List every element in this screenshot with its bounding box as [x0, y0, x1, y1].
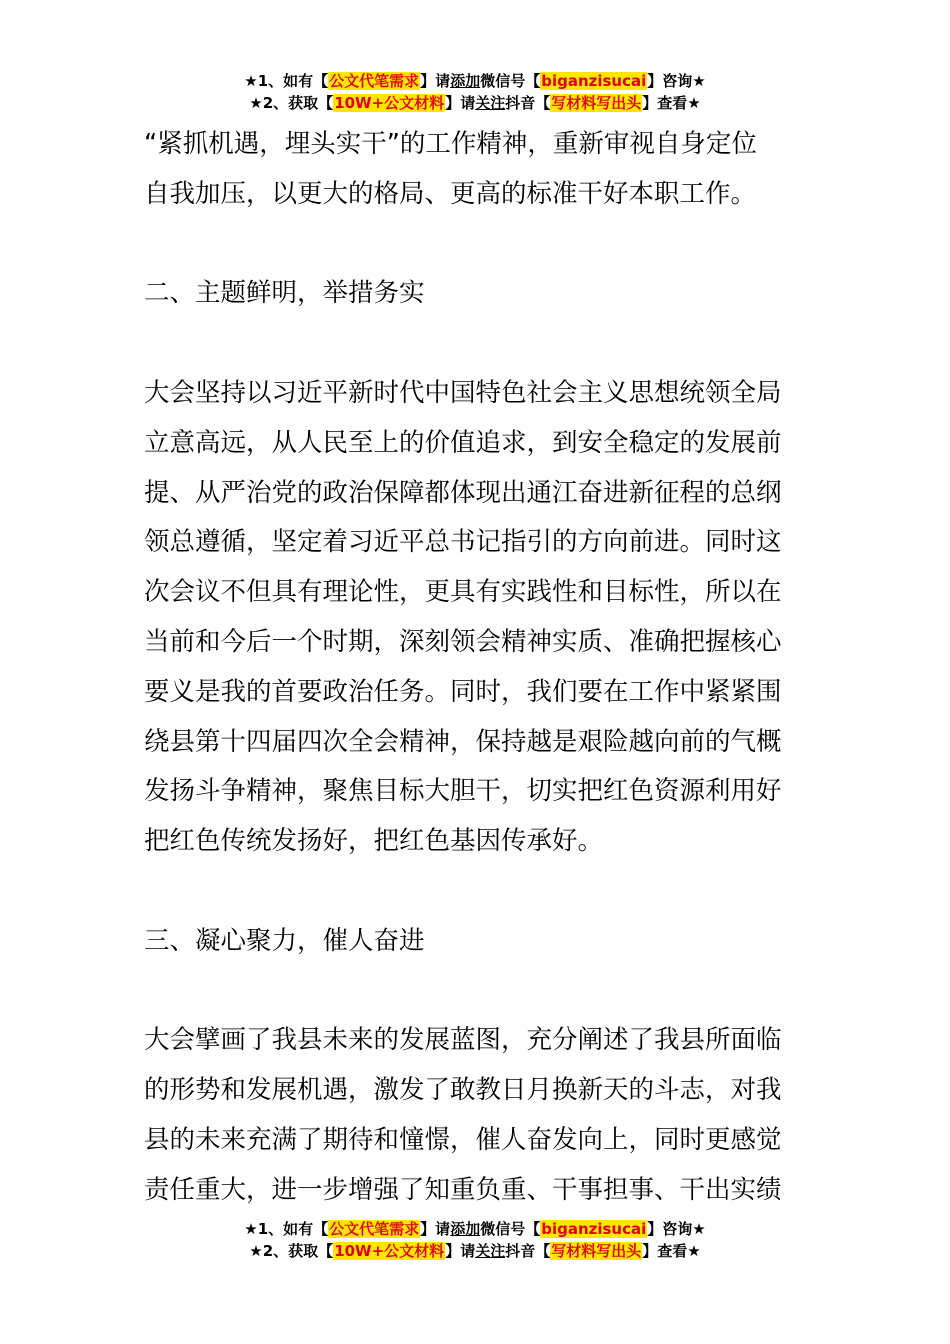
banner-highlight: 10W+公文材料	[334, 1242, 445, 1260]
banner-highlight: 10W+公文材料	[334, 94, 445, 112]
banner-text: 】查看★	[642, 94, 701, 112]
body-line: 自我加压，以更大的格局、更高的标准干好本职工作。	[144, 178, 757, 209]
body-line: 大会坚持以习近平新时代中国特色社会主义思想统领全局	[144, 377, 782, 408]
banner-text: 微信号【	[480, 1220, 541, 1238]
body-line: 次会议不但具有理论性，更具有实践性和目标性，所以在	[144, 577, 782, 608]
banner-emphasis: 关注	[475, 1242, 506, 1260]
banner-douyin-id: 写材料写出头	[551, 1242, 642, 1260]
banner-highlight: 公文代笔需求	[329, 72, 420, 90]
banner-text: 】请	[445, 1242, 476, 1260]
banner-text: 】请	[420, 72, 451, 90]
body-line: 把红色传统发扬好，把红色基因传承好。	[144, 826, 604, 857]
body-line: 领总遵循，坚定着习近平总书记指引的方向前进。同时这	[144, 527, 782, 558]
body-line: “紧抓机遇，埋头实干”的工作精神，重新审视自身定位	[144, 129, 757, 159]
body-line: 当前和今后一个时期，深刻领会精神实质、准确把握核心	[144, 626, 782, 657]
body-line: 立意高远，从人民至上的价值追求，到安全稳定的发展前	[144, 427, 782, 458]
banner-line-2	[0, 1240, 950, 1262]
banner-text: ★2、获取【	[249, 1242, 334, 1260]
paragraph-gap	[144, 220, 814, 270]
banner-wechat-id: biganzisucai	[541, 1220, 647, 1238]
banner-emphasis: 添加	[450, 72, 481, 90]
banner-text: 抖音【	[505, 94, 551, 112]
paragraph-gap	[144, 967, 814, 1017]
body-line: 大会擘画了我县未来的发展蓝图，充分阐述了我县所面临	[144, 1025, 782, 1056]
paragraph-gap	[144, 867, 814, 917]
header-banner	[0, 70, 950, 114]
banner-text: 】请	[420, 1220, 451, 1238]
section-heading-2: 二、主题鲜明，举措务实	[144, 278, 425, 309]
banner-text: 】咨询★	[647, 72, 706, 90]
banner-text: 】咨询★	[647, 1220, 706, 1238]
body-line: 发扬斗争精神，聚焦目标大胆干，切实把红色资源利用好	[144, 776, 782, 807]
body-line: 县的未来充满了期待和憧憬，催人奋发向上，同时更感觉	[144, 1124, 782, 1155]
banner-text: ★2、获取【	[249, 94, 334, 112]
document-body	[144, 120, 814, 1216]
banner-line-1	[0, 1218, 950, 1240]
banner-text: ★1、如有【	[244, 1220, 329, 1238]
banner-text: 微信号【	[480, 72, 541, 90]
banner-text: 】查看★	[642, 1242, 701, 1260]
body-line: 的形势和发展机遇，激发了敢教日月换新天的斗志，对我	[144, 1075, 782, 1106]
section-heading-3: 三、凝心聚力，催人奋进	[144, 925, 425, 956]
banner-highlight: 公文代笔需求	[329, 1220, 420, 1238]
banner-douyin-id: 写材料写出头	[551, 94, 642, 112]
banner-emphasis: 添加	[450, 1220, 481, 1238]
banner-text: ★1、如有【	[244, 72, 329, 90]
footer-banner	[0, 1218, 950, 1262]
banner-text: 抖音【	[505, 1242, 551, 1260]
banner-wechat-id: biganzisucai	[541, 72, 647, 90]
body-line: 绕县第十四届四次全会精神，保持越是艰险越向前的气概	[144, 726, 782, 757]
body-line: 责任重大，进一步增强了知重负重、干事担事、干出实绩	[144, 1174, 782, 1205]
body-line: 提、从严治党的政治保障都体现出通江奋进新征程的总纲	[144, 477, 782, 508]
banner-text: 】请	[445, 94, 476, 112]
banner-line-1	[0, 70, 950, 92]
banner-emphasis: 关注	[475, 94, 506, 112]
paragraph-gap	[144, 319, 814, 369]
body-line: 要义是我的首要政治任务。同时，我们要在工作中紧紧围	[144, 676, 782, 707]
banner-line-2	[0, 92, 950, 114]
